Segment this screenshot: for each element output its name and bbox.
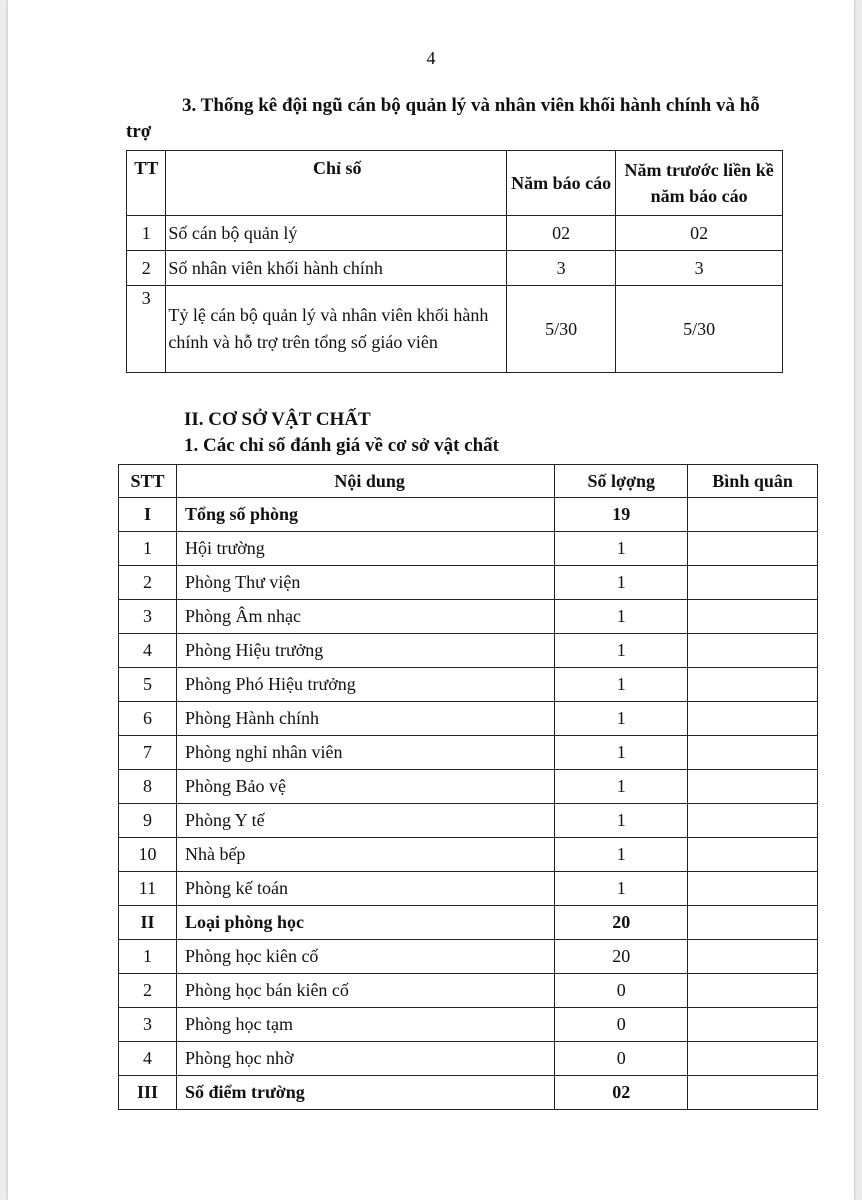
section3-title: 3. Thống kê đội ngũ cán bộ quản lý và nhân viên khối hành chính và hỗ trợ <box>126 95 760 142</box>
cell-quantity: 1 <box>555 702 688 736</box>
table-row <box>119 974 818 1008</box>
cell-average <box>688 906 818 940</box>
cell-stt: 1 <box>119 940 177 974</box>
table-row <box>119 872 818 906</box>
cell-average <box>688 872 818 906</box>
cell-stt: 9 <box>119 804 177 838</box>
cell-content: Phòng Thư viện <box>176 566 554 600</box>
cell-quantity: 0 <box>555 1008 688 1042</box>
table-row <box>119 940 818 974</box>
cell-average <box>688 804 818 838</box>
cell-previous-year: 5/30 <box>616 286 783 373</box>
cell-average <box>688 974 818 1008</box>
page-number: 4 <box>426 48 436 68</box>
cell-average <box>688 838 818 872</box>
cell-quantity: 1 <box>555 668 688 702</box>
header-report-year: Năm báo cáo <box>507 151 616 216</box>
table-row <box>119 1042 818 1076</box>
cell-stt: 3 <box>119 600 177 634</box>
cell-average <box>688 634 818 668</box>
cell-average <box>688 1076 818 1110</box>
cell-quantity: 1 <box>555 838 688 872</box>
cell-average <box>688 566 818 600</box>
cell-content: Phòng học nhờ <box>176 1042 554 1076</box>
table-row <box>119 838 818 872</box>
cell-stt: 10 <box>119 838 177 872</box>
table-row <box>119 804 818 838</box>
table-row <box>119 1008 818 1042</box>
header-previous-year: Năm trươớc liền kề năm báo cáo <box>616 151 783 216</box>
cell-content: Phòng Bảo vệ <box>176 770 554 804</box>
header-content: Nội dung <box>176 465 554 498</box>
cell-content: Phòng kế toán <box>176 872 554 906</box>
cell-quantity: 02 <box>555 1076 688 1110</box>
cell-quantity: 20 <box>555 940 688 974</box>
cell-quantity: 1 <box>555 634 688 668</box>
cell-tt: 2 <box>127 251 166 286</box>
table-row <box>127 286 783 373</box>
header-average: Bình quân <box>688 465 818 498</box>
cell-quantity: 1 <box>555 770 688 804</box>
header-quantity: Số lợợng <box>555 465 688 498</box>
cell-average <box>688 770 818 804</box>
header-tt: TT <box>127 151 166 216</box>
table-header-row <box>127 151 783 216</box>
cell-stt: 8 <box>119 770 177 804</box>
cell-stt: II <box>119 906 177 940</box>
cell-average <box>688 1042 818 1076</box>
cell-content: Phòng học bán kiên cố <box>176 974 554 1008</box>
cell-stt: 4 <box>119 634 177 668</box>
cell-indicator: Tỷ lệ cán bộ quản lý và nhân viên khối hành chính và hỗ trợ trên tổng số giáo viên <box>166 286 507 373</box>
cell-stt: 6 <box>119 702 177 736</box>
header-stt: STT <box>119 465 177 498</box>
table-row <box>119 498 818 532</box>
facilities-table <box>118 464 818 1110</box>
table-row <box>127 216 783 251</box>
cell-content: Phòng Phó Hiệu trưởng <box>176 668 554 702</box>
table-row <box>119 1076 818 1110</box>
cell-quantity: 0 <box>555 974 688 1008</box>
section2-title: II. CƠ SỞ VẬT CHẤT <box>184 409 371 430</box>
cell-quantity: 1 <box>555 872 688 906</box>
cell-quantity: 20 <box>555 906 688 940</box>
cell-quantity: 1 <box>555 566 688 600</box>
table-row <box>127 251 783 286</box>
cell-content: Phòng Hiệu trưởng <box>176 634 554 668</box>
cell-content: Phòng học kiên cố <box>176 940 554 974</box>
cell-average <box>688 1008 818 1042</box>
cell-quantity: 1 <box>555 532 688 566</box>
cell-content: Phòng nghỉ nhân viên <box>176 736 554 770</box>
cell-content: Hội trường <box>176 532 554 566</box>
cell-stt: 11 <box>119 872 177 906</box>
table-row <box>119 770 818 804</box>
cell-content: Số điểm trường <box>176 1076 554 1110</box>
table-row <box>119 600 818 634</box>
staff-statistics-table <box>126 150 783 373</box>
cell-quantity: 1 <box>555 736 688 770</box>
table-row <box>119 668 818 702</box>
cell-content: Phòng Y tế <box>176 804 554 838</box>
cell-content: Phòng học tạm <box>176 1008 554 1042</box>
cell-average <box>688 940 818 974</box>
cell-indicator: Số nhân viên khối hành chính <box>166 251 507 286</box>
cell-stt: 4 <box>119 1042 177 1076</box>
section2-subtitle: 1. Các chỉ số đánh giá về cơ sở vật chất <box>184 435 500 456</box>
cell-stt: 5 <box>119 668 177 702</box>
cell-previous-year: 02 <box>616 216 783 251</box>
cell-stt: 1 <box>119 532 177 566</box>
table-row <box>119 736 818 770</box>
cell-content: Tổng số phòng <box>176 498 554 532</box>
table-row <box>119 566 818 600</box>
cell-indicator: Số cán bộ quản lý <box>166 216 507 251</box>
cell-content: Phòng Âm nhạc <box>176 600 554 634</box>
cell-quantity: 1 <box>555 804 688 838</box>
cell-stt: III <box>119 1076 177 1110</box>
cell-quantity: 1 <box>555 600 688 634</box>
cell-average <box>688 532 818 566</box>
cell-previous-year: 3 <box>616 251 783 286</box>
table-row <box>119 906 818 940</box>
cell-report-year: 3 <box>507 251 616 286</box>
cell-content: Loại phòng học <box>176 906 554 940</box>
cell-tt: 3 <box>127 286 166 373</box>
header-indicator: Chỉ số <box>166 151 507 216</box>
cell-stt: I <box>119 498 177 532</box>
cell-stt: 2 <box>119 974 177 1008</box>
cell-quantity: 0 <box>555 1042 688 1076</box>
document-page <box>8 0 854 1200</box>
cell-tt: 1 <box>127 216 166 251</box>
cell-average <box>688 498 818 532</box>
cell-quantity: 19 <box>555 498 688 532</box>
cell-report-year: 5/30 <box>507 286 616 373</box>
cell-average <box>688 600 818 634</box>
table-row <box>119 634 818 668</box>
cell-content: Phòng Hành chính <box>176 702 554 736</box>
cell-content: Nhà bếp <box>176 838 554 872</box>
cell-stt: 7 <box>119 736 177 770</box>
cell-report-year: 02 <box>507 216 616 251</box>
cell-stt: 3 <box>119 1008 177 1042</box>
cell-stt: 2 <box>119 566 177 600</box>
cell-average <box>688 702 818 736</box>
table-row <box>119 532 818 566</box>
cell-average <box>688 736 818 770</box>
cell-average <box>688 668 818 702</box>
table-row <box>119 702 818 736</box>
table-header-row <box>119 465 818 498</box>
